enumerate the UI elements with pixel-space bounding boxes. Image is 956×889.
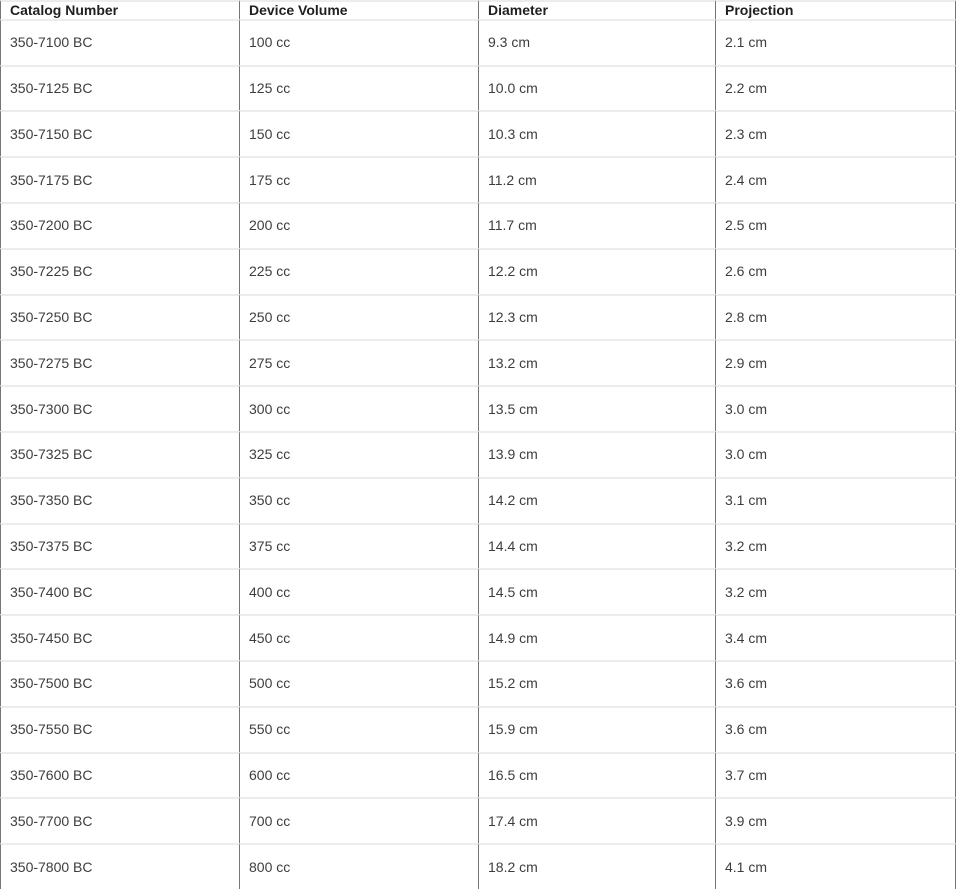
cell-projection: 2.5 cm bbox=[715, 202, 956, 248]
cell-catalog-number: 350-7400 BC bbox=[0, 568, 239, 614]
cell-device-volume: 550 cc bbox=[239, 706, 478, 752]
cell-device-volume: 100 cc bbox=[239, 19, 478, 65]
cell-projection: 2.8 cm bbox=[715, 294, 956, 340]
cell-diameter: 12.3 cm bbox=[478, 294, 715, 340]
table-row bbox=[0, 65, 956, 111]
cell-diameter: 9.3 cm bbox=[478, 19, 715, 65]
cell-device-volume: 375 cc bbox=[239, 523, 478, 569]
column-header-catalog-number: Catalog Number bbox=[0, 0, 239, 19]
cell-projection: 3.2 cm bbox=[715, 523, 956, 569]
cell-diameter: 11.2 cm bbox=[478, 156, 715, 202]
cell-projection: 3.9 cm bbox=[715, 797, 956, 843]
cell-diameter: 13.5 cm bbox=[478, 385, 715, 431]
cell-projection: 2.4 cm bbox=[715, 156, 956, 202]
cell-projection: 2.2 cm bbox=[715, 65, 956, 111]
cell-catalog-number: 350-7175 BC bbox=[0, 156, 239, 202]
table-header bbox=[0, 0, 956, 19]
cell-projection: 4.1 cm bbox=[715, 843, 956, 889]
cell-device-volume: 600 cc bbox=[239, 752, 478, 798]
table-row bbox=[0, 248, 956, 294]
cell-diameter: 14.4 cm bbox=[478, 523, 715, 569]
table-row bbox=[0, 431, 956, 477]
cell-device-volume: 150 cc bbox=[239, 110, 478, 156]
table-row bbox=[0, 19, 956, 65]
table-row bbox=[0, 110, 956, 156]
table-row bbox=[0, 523, 956, 569]
cell-device-volume: 325 cc bbox=[239, 431, 478, 477]
cell-catalog-number: 350-7325 BC bbox=[0, 431, 239, 477]
cell-catalog-number: 350-7250 BC bbox=[0, 294, 239, 340]
table-row bbox=[0, 294, 956, 340]
cell-projection: 3.0 cm bbox=[715, 431, 956, 477]
cell-diameter: 18.2 cm bbox=[478, 843, 715, 889]
cell-catalog-number: 350-7300 BC bbox=[0, 385, 239, 431]
cell-projection: 2.3 cm bbox=[715, 110, 956, 156]
column-header-device-volume: Device Volume bbox=[239, 0, 478, 19]
cell-catalog-number: 350-7275 BC bbox=[0, 339, 239, 385]
cell-catalog-number: 350-7150 BC bbox=[0, 110, 239, 156]
cell-device-volume: 350 cc bbox=[239, 477, 478, 523]
table-row bbox=[0, 156, 956, 202]
cell-catalog-number: 350-7200 BC bbox=[0, 202, 239, 248]
cell-diameter: 11.7 cm bbox=[478, 202, 715, 248]
cell-projection: 2.1 cm bbox=[715, 19, 956, 65]
cell-diameter: 10.3 cm bbox=[478, 110, 715, 156]
cell-catalog-number: 350-7100 BC bbox=[0, 19, 239, 65]
cell-device-volume: 225 cc bbox=[239, 248, 478, 294]
cell-catalog-number: 350-7550 BC bbox=[0, 706, 239, 752]
cell-diameter: 15.9 cm bbox=[478, 706, 715, 752]
cell-catalog-number: 350-7600 BC bbox=[0, 752, 239, 798]
cell-projection: 2.6 cm bbox=[715, 248, 956, 294]
cell-projection: 3.1 cm bbox=[715, 477, 956, 523]
cell-catalog-number: 350-7350 BC bbox=[0, 477, 239, 523]
cell-catalog-number: 350-7125 BC bbox=[0, 65, 239, 111]
cell-catalog-number: 350-7375 BC bbox=[0, 523, 239, 569]
table-body bbox=[0, 19, 956, 889]
cell-projection: 3.6 cm bbox=[715, 660, 956, 706]
cell-projection: 3.4 cm bbox=[715, 614, 956, 660]
table-row bbox=[0, 660, 956, 706]
table-row bbox=[0, 843, 956, 889]
cell-projection: 3.7 cm bbox=[715, 752, 956, 798]
table-row bbox=[0, 568, 956, 614]
cell-catalog-number: 350-7800 BC bbox=[0, 843, 239, 889]
table-row bbox=[0, 202, 956, 248]
cell-projection: 2.9 cm bbox=[715, 339, 956, 385]
cell-device-volume: 200 cc bbox=[239, 202, 478, 248]
cell-diameter: 13.9 cm bbox=[478, 431, 715, 477]
table-row bbox=[0, 706, 956, 752]
cell-device-volume: 700 cc bbox=[239, 797, 478, 843]
cell-catalog-number: 350-7700 BC bbox=[0, 797, 239, 843]
cell-projection: 3.2 cm bbox=[715, 568, 956, 614]
table-row bbox=[0, 797, 956, 843]
cell-device-volume: 125 cc bbox=[239, 65, 478, 111]
cell-diameter: 15.2 cm bbox=[478, 660, 715, 706]
cell-diameter: 12.2 cm bbox=[478, 248, 715, 294]
cell-diameter: 10.0 cm bbox=[478, 65, 715, 111]
cell-device-volume: 500 cc bbox=[239, 660, 478, 706]
cell-diameter: 14.2 cm bbox=[478, 477, 715, 523]
cell-device-volume: 400 cc bbox=[239, 568, 478, 614]
column-header-diameter: Diameter bbox=[478, 0, 715, 19]
cell-device-volume: 250 cc bbox=[239, 294, 478, 340]
cell-device-volume: 175 cc bbox=[239, 156, 478, 202]
cell-device-volume: 450 cc bbox=[239, 614, 478, 660]
cell-diameter: 17.4 cm bbox=[478, 797, 715, 843]
cell-diameter: 14.5 cm bbox=[478, 568, 715, 614]
cell-catalog-number: 350-7225 BC bbox=[0, 248, 239, 294]
cell-projection: 3.6 cm bbox=[715, 706, 956, 752]
cell-projection: 3.0 cm bbox=[715, 385, 956, 431]
header-row bbox=[0, 0, 956, 19]
table-row bbox=[0, 385, 956, 431]
table-row bbox=[0, 614, 956, 660]
column-header-projection: Projection bbox=[715, 0, 956, 19]
cell-catalog-number: 350-7500 BC bbox=[0, 660, 239, 706]
cell-device-volume: 800 cc bbox=[239, 843, 478, 889]
cell-device-volume: 300 cc bbox=[239, 385, 478, 431]
cell-device-volume: 275 cc bbox=[239, 339, 478, 385]
table-row bbox=[0, 752, 956, 798]
cell-catalog-number: 350-7450 BC bbox=[0, 614, 239, 660]
table-row bbox=[0, 477, 956, 523]
cell-diameter: 16.5 cm bbox=[478, 752, 715, 798]
cell-diameter: 14.9 cm bbox=[478, 614, 715, 660]
cell-diameter: 13.2 cm bbox=[478, 339, 715, 385]
table-row bbox=[0, 339, 956, 385]
